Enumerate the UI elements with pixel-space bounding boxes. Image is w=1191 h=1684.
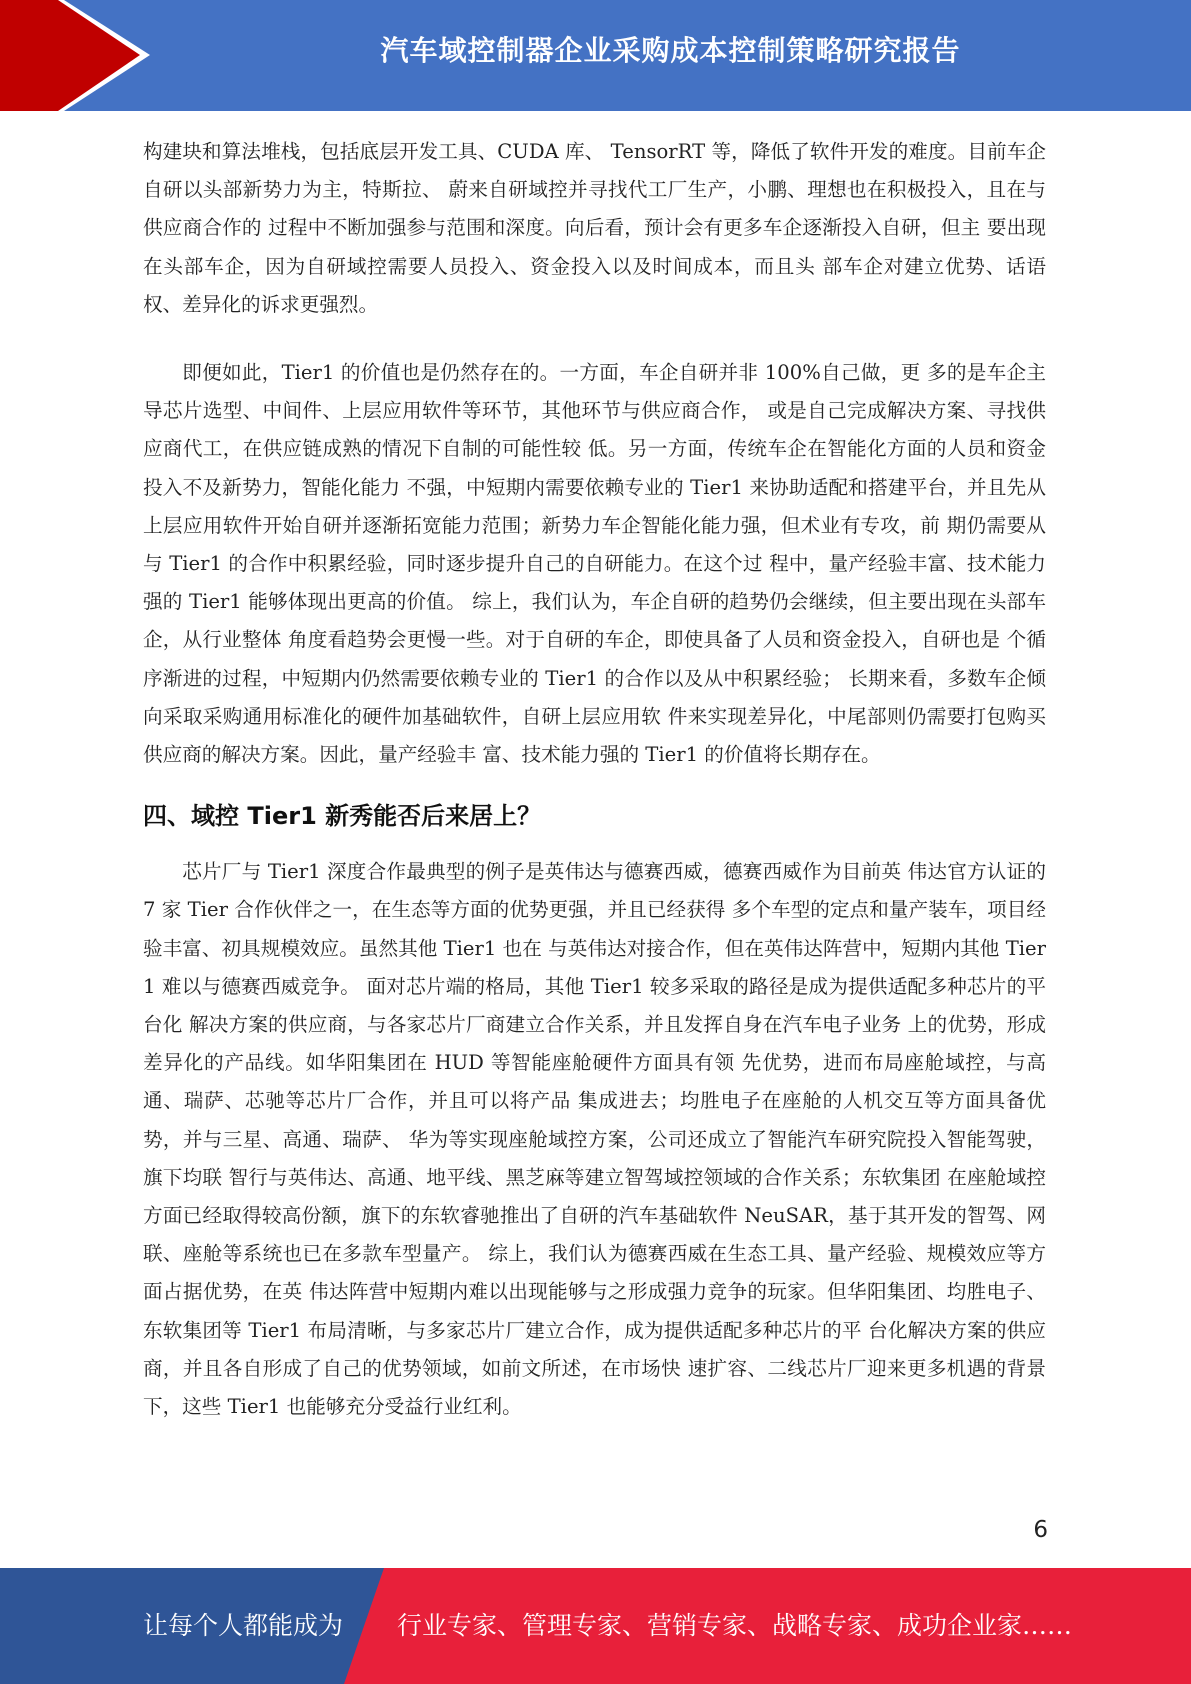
- header-chevron-icon: [0, 0, 150, 111]
- paragraph-2: 即便如此，Tier1 的价值也是仍然存在的。一方面，车企自研并非 100%自己做，更 多的是车企主导芯片选型、中间件、上层应用软件等环节，其他环节与供应商合作， 或是自己完成解决方案、寻找供应商代工，在供应链成熟的情况下自制的可能性较 低。另一方面，传统车企在智能化方面的人员和资金投入不及新势力，智能化能力 不强，中短期内需要依赖专业的 Tier1 来协助适配和搭建平台，并且先从上层应用软件开始自研并逐渐拓宽能力范围；新势力车企智能化能力强，但术业有专攻，前 期仍需要从与 Tier1 的合作中积累经验，同时逐步提升自己的自研能力。在这个过 程中，量产经验丰富、技术能力强的 Tier1 能够体现出更高的价值。 综上，我们认为，车企自研的趋势仍会继续，但主要出现在头部车企，从行业整体 角度看趋势会更慢一些。对于自研的车企，即使具备了人员和资金投入，自研也是 个循序渐进的过程，中短期内仍然需要依赖专业的 Tier1 的合作以及从中积累经验； 长期来看，多数车企倾向采取采购通用标准化的硬件加基础软件，自研上层应用软 件来实现差异化，中尾部则仍需要打包购买供应商的解决方案。因此，量产经验丰 富、技术能力强的 Tier1 的价值将长期存在。: [143, 361, 1046, 767]
- section-heading: 四、域控 Tier1 新秀能否后来居上？: [143, 802, 542, 831]
- footer-slogan-right: 行业专家、管理专家、营销专家、战略专家、成功企业家……: [397, 1611, 1073, 1640]
- paragraph-1: 构建块和算法堆栈，包括底层开发工具、CUDA 库、 TensorRT 等，降低了软件开发的难度。目前车企自研以头部新势力为主，特斯拉、 蔚来自研域控并寻找代工厂生产，小鹏、理想也在积极投入，且在与供应商合作的 过程中不断加强参与范围和深度。向后看，预计会有更多车企逐渐投入自研，但主 要出现在头部车企，因为自研域控需要人员投入、资金投入以及时间成本，而且头 部车企对建立优势、话语权、差异化的诉求更强烈。: [143, 140, 1046, 316]
- page-number: 6: [1033, 1517, 1048, 1543]
- report-title: 汽车域控制器企业采购成本控制策略研究报告: [380, 34, 961, 67]
- footer-slogan-left: 让每个人都能成为: [143, 1611, 344, 1640]
- main-content: [143, 133, 1046, 1426]
- page-header: [0, 0, 1191, 111]
- page-footer: [0, 1568, 1191, 1684]
- paragraph-3: 芯片厂与 Tier1 深度合作最典型的例子是英伟达与德赛西威，德赛西威作为目前英 伟达官方认证的 7 家 Tier 合作伙伴之一，在生态等方面的优势更强，并且已经获得 多个车型的定点和量产装车，项目经验丰富、初具规模效应。虽然其他 Tier1 也在 与英伟达对接合作，但在英伟达阵营中，短期内其他 Tier1 难以与德赛西威竞争。 面对芯片端的格局，其他 Tier1 较多采取的路径是成为提供适配多种芯片的平台化 解决方案的供应商，与各家芯片厂商建立合作关系，并且发挥自身在汽车电子业务 上的优势，形成差异化的产品线。如华阳集团在 HUD 等智能座舱硬件方面具有领 先优势，进而布局座舱域控，与高通、瑞萨、芯驰等芯片厂合作，并且可以将产品 集成进去；均胜电子在座舱的人机交互等方面具备优势，并与三星、高通、瑞萨、 华为等实现座舱域控方案，公司还成立了智能汽车研究院投入智能驾驶，旗下均联 智行与英伟达、高通、地平线、黑芝麻等建立智驾域控领域的合作关系；东软集团 在座舱域控方面已经取得较高份额，旗下的东软睿驰推出了自研的汽车基础软件 NeuSAR，基于其开发的智驾、网联、座舱等系统也已在多款车型量产。 综上，我们认为德赛西威在生态工具、量产经验、规模效应等方面占据优势，在英 伟达阵营中短期内难以出现能够与之形成强力竞争的玩家。但华阳集团、均胜电子、 东软集团等 Tier1 布局清晰，与多家芯片厂建立合作，成为提供适配多种芯片的平 台化解决方案的供应商，并且各自形成了自己的优势领域，如前文所述，在市场快 速扩容、二线芯片厂迎来更多机遇的背景下，这些 Tier1 也能够充分受益行业红利。: [143, 860, 1046, 1419]
